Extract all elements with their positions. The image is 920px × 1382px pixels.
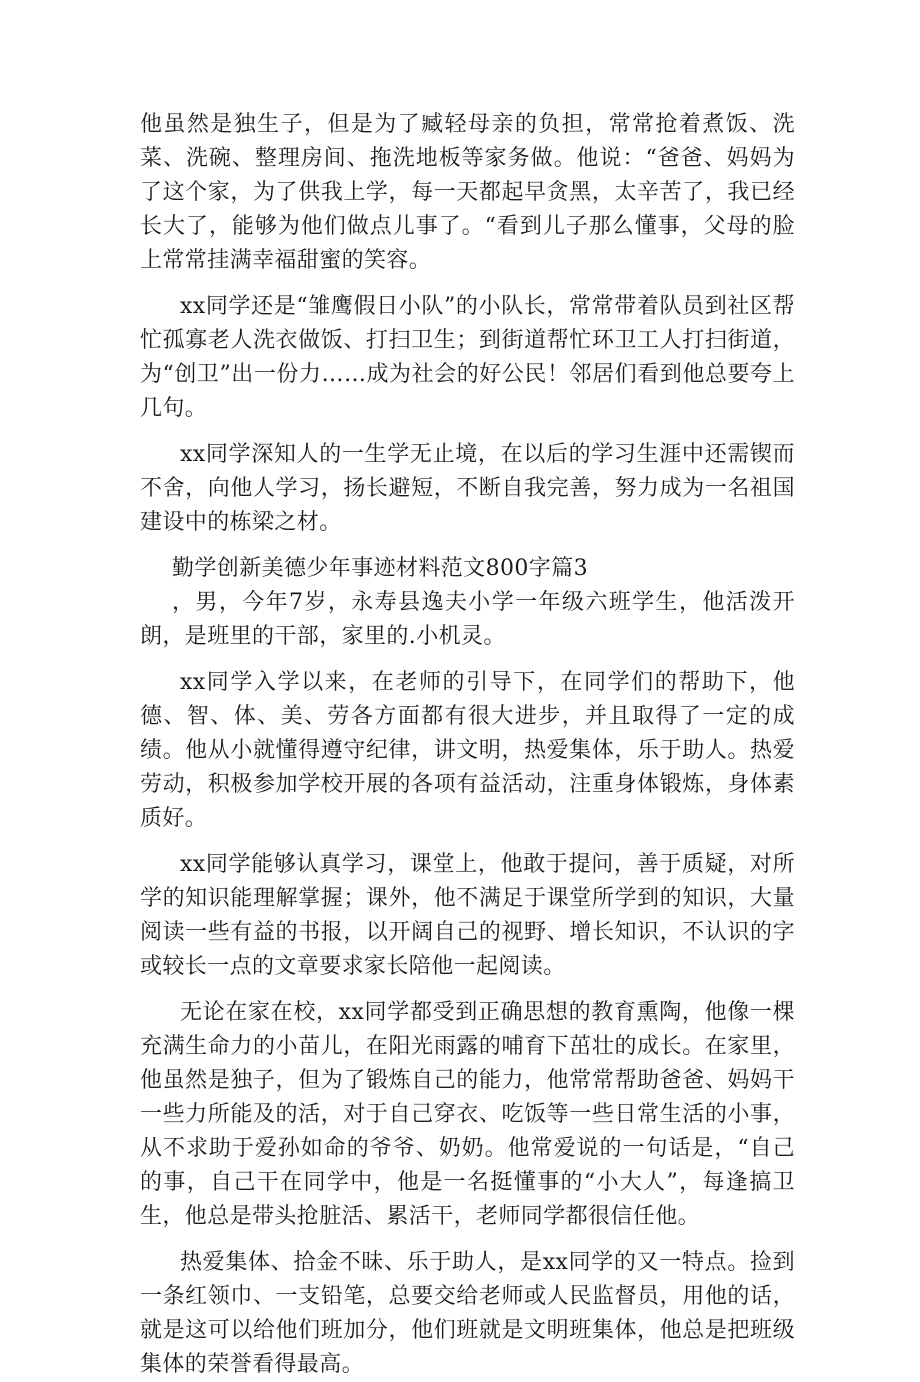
paragraph-8: 热爱集体、拾金不昧、乐于助人，是xx同学的又一特点。捡到一条红领巾、一支铅笔，总要交给老师或人民监督员，用他的话，就是这可以给他们班加分，他们班就是文明班集体，他总是把班级集体的荣誉看得最高。 [140, 1250, 795, 1377]
paragraph-3: xx同学深知人的一生学无止境，在以后的学习生涯中还需锲而不舍，向他人学习，扬长避短，不断自我完善，努力成为一名祖国建设中的栋梁之材。 [140, 442, 795, 535]
document-page [140, 108, 795, 1382]
paragraph-2: xx同学还是“雏鹰假日小队”的小队长，常常带着队员到社区帮忙孤寡老人洗衣做饭、打扫卫生；到街道帮忙环卫工人打扫街道，为“创卫”出一份力……成为社会的好公民！邻居们看到他总要夸上几句。 [140, 294, 795, 421]
section-title: 勤学创新美德少年事迹材料范文800字篇3 [172, 556, 588, 581]
paragraph-4: ，男，今年7岁，永寿县逸夫小学一年级六班学生，他活泼开朗，是班里的干部，家里的.小机灵。 [140, 590, 795, 649]
paragraph-1: 他虽然是独生子，但是为了臧轻母亲的负担，常常抢着煮饭、洗菜、洗碗、整理房间、拖洗地板等家务做。他说：“爸爸、妈妈为了这个家，为了供我上学，每一天都起早贪黑，太辛苦了，我已经长大了，能够为他们做点儿事了。“看到儿子那么懂事，父母的脸上常常挂满幸福甜蜜的笑容。 [140, 112, 795, 273]
paragraph-7: 无论在家在校，xx同学都受到正确思想的教育熏陶，他像一棵充满生命力的小苗儿，在阳光雨露的哺育下茁壮的成长。在家里，他虽然是独子，但为了锻炼自己的能力，他常常帮助爸爸、妈妈干一些力所能及的活，对于自己穿衣、吃饭等一些日常生活的小事，从不求助于爱孙如命的爷爷、奶奶。他常爱说的一句话是，“自己的事，自己干在同学中，他是一名挺懂事的“小大人”，每逢搞卫生，他总是带头抢脏活、累活干，老师同学都很信任他。 [140, 1000, 795, 1229]
paragraph-5: xx同学入学以来，在老师的引导下，在同学们的帮助下，他德、智、体、美、劳各方面都有很大进步，并且取得了一定的成绩。他从小就懂得遵守纪律，讲文明，热爱集体，乐于助人。热爱劳动，积极参加学校开展的各项有益活动，注重身体锻炼，身体素质好。 [140, 670, 795, 831]
paragraph-6: xx同学能够认真学习，课堂上，他敢于提问，善于质疑，对所学的知识能理解掌握；课外，他不满足于课堂所学到的知识，大量阅读一些有益的书报，以开阔自己的视野、增长知识，不认识的字或较长一点的文章要求家长陪他一起阅读。 [140, 852, 795, 979]
